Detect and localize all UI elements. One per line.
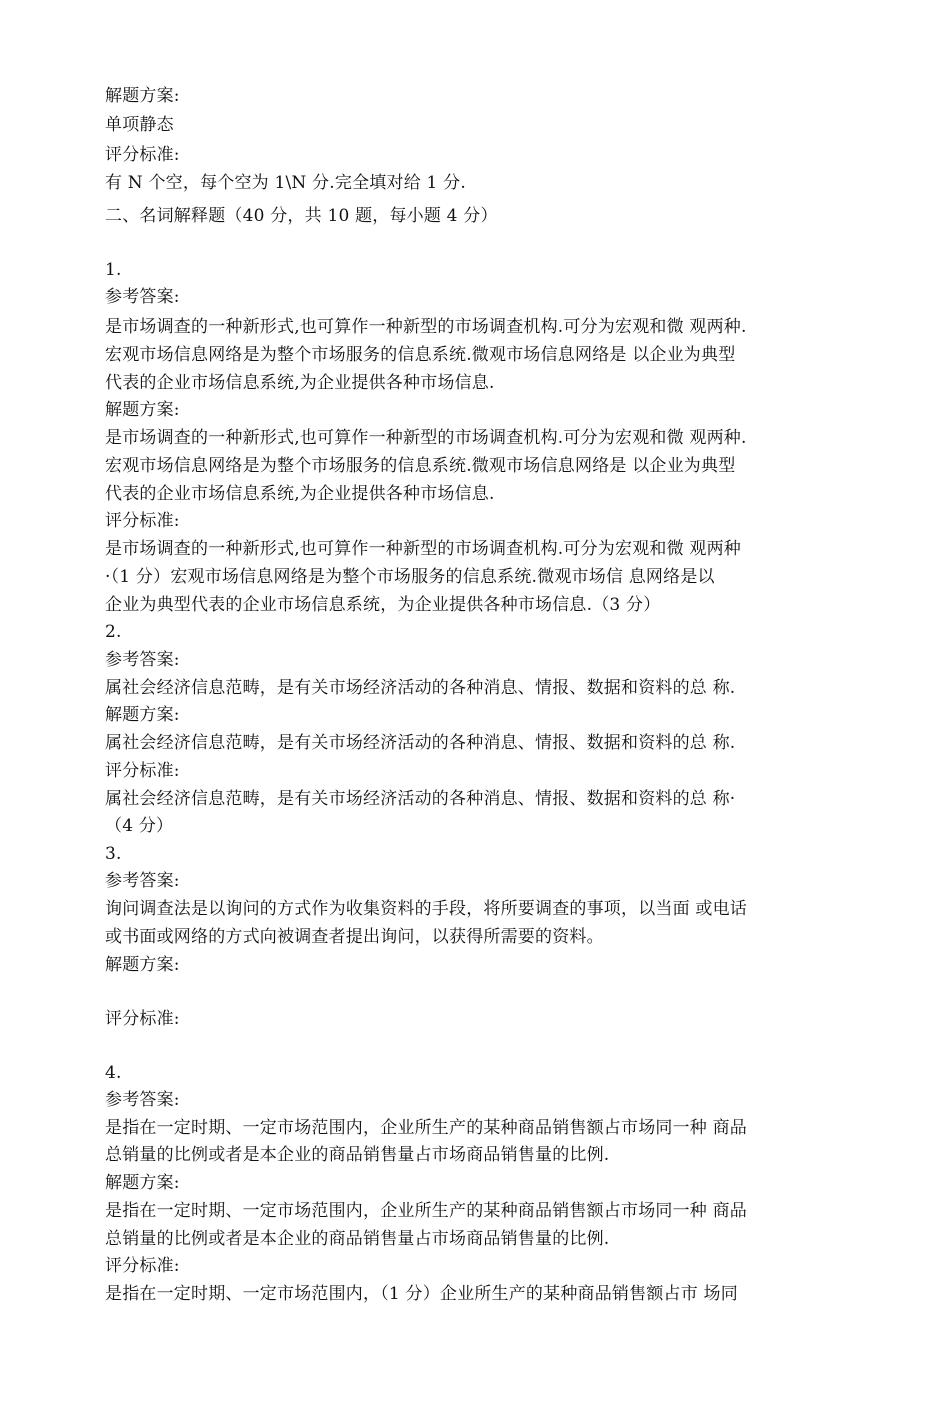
text-line: 是市场调查的一种新形式,也可算作一种新型的市场调查机构.可分为宏观和微 观两种 <box>105 539 742 559</box>
text-line: 总销量的比例或者是本企业的商品销售量占市场商品销售量的比例. <box>105 1145 610 1165</box>
text-line: 是指在一定时期、一定市场范围内，（1 分）企业所生产的某种商品销售额占市 场同 <box>105 1284 738 1304</box>
text-line: 代表的企业市场信息系统,为企业提供各种市场信息. <box>105 373 495 393</box>
question-number: 1. <box>105 260 122 280</box>
text-line: 宏观市场信息网络是为整个市场服务的信息系统.微观市场信息网络是 以企业为典型 <box>105 456 736 476</box>
text-line: 评分标准: <box>105 511 180 531</box>
text-line: 有 N 个空，每个空为 1\N 分.完全填对给 1 分. <box>105 173 466 193</box>
text-line: 代表的企业市场信息系统,为企业提供各种市场信息. <box>105 484 495 504</box>
text-line: （4 分） <box>105 816 174 836</box>
text-line: 企业为典型代表的企业市场信息系统，为企业提供各种市场信息.（3 分） <box>105 595 661 615</box>
text-line: 参考答案: <box>105 1090 180 1110</box>
text-line: ·（1 分）宏观市场信息网络是为整个市场服务的信息系统.微观市场信 息网络是以 <box>105 567 715 587</box>
text-line: 参考答案: <box>105 871 180 891</box>
text-line: 参考答案: <box>105 650 180 670</box>
text-line: 是市场调查的一种新形式,也可算作一种新型的市场调查机构.可分为宏观和微 观两种. <box>105 428 747 448</box>
text-line: 宏观市场信息网络是为整个市场服务的信息系统.微观市场信息网络是 以企业为典型 <box>105 345 736 365</box>
text-line: 属社会经济信息范畴，是有关市场经济活动的各种消息、情报、数据和资料的总 称. <box>105 678 736 698</box>
text-line: 解题方案: <box>105 1173 180 1193</box>
text-line: 解题方案: <box>105 86 180 106</box>
question-number: 3. <box>105 844 122 864</box>
text-line: 评分标准: <box>105 145 180 165</box>
text-line: 或书面或网络的方式向被调查者提出询问，以获得所需要的资料。 <box>105 927 604 947</box>
text-line: 评分标准: <box>105 1009 180 1029</box>
text-line: 解题方案: <box>105 400 180 420</box>
text-line: 询问调查法是以询问的方式作为收集资料的手段，将所要调查的事项，以当面 或电话 <box>105 899 748 919</box>
text-line: 是指在一定时期、一定市场范围内，企业所生产的某种商品销售额占市场同一种 商品 <box>105 1118 748 1138</box>
text-line: 解题方案: <box>105 955 180 975</box>
text-line: 是指在一定时期、一定市场范围内，企业所生产的某种商品销售额占市场同一种 商品 <box>105 1201 748 1221</box>
text-line: 评分标准: <box>105 1256 180 1276</box>
text-line: 解题方案: <box>105 705 180 725</box>
text-line: 是市场调查的一种新形式,也可算作一种新型的市场调查机构.可分为宏观和微 观两种. <box>105 317 747 337</box>
text-line: 总销量的比例或者是本企业的商品销售量占市场商品销售量的比例. <box>105 1229 610 1249</box>
text-line: 评分标准: <box>105 761 180 781</box>
section-heading: 二、名词解释题（40 分，共 10 题，每小题 4 分） <box>105 206 498 226</box>
text-line: 单项静态 <box>105 115 174 135</box>
question-number: 2. <box>105 622 122 642</box>
question-number: 4. <box>105 1063 122 1083</box>
text-line: 属社会经济信息范畴，是有关市场经济活动的各种消息、情报、数据和资料的总 称· <box>105 789 736 809</box>
text-line: 属社会经济信息范畴，是有关市场经济活动的各种消息、情报、数据和资料的总 称. <box>105 733 736 753</box>
text-line: 参考答案: <box>105 287 180 307</box>
